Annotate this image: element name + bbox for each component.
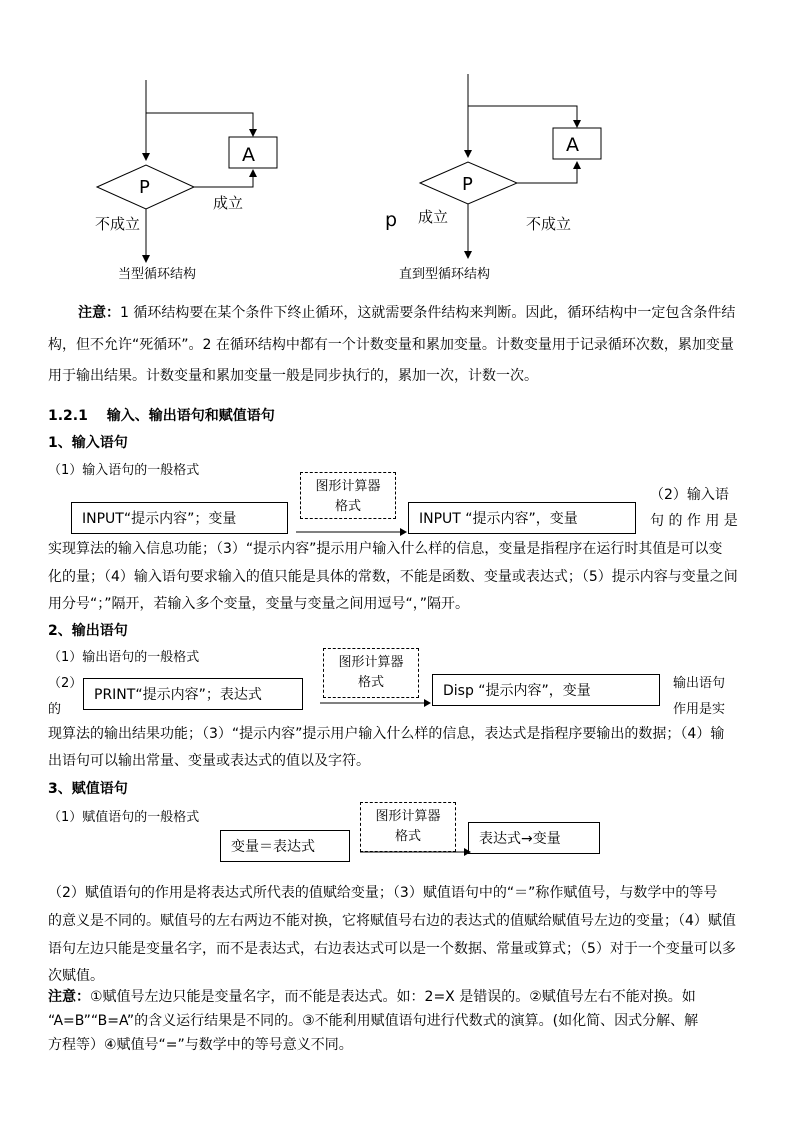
input-calculator-box: INPUT “提示内容”，变量 <box>408 502 636 534</box>
format-label: 格式 <box>394 829 421 844</box>
calculator-format-box <box>300 472 396 519</box>
assign-calculator-box: 表达式→变量 <box>468 822 600 854</box>
calculator-label: 图形计算器 <box>338 655 404 670</box>
note-line: 用于输出结果。计数变量和累加变量一般是同步执行的，累加一次，计数一次。 <box>48 368 538 384</box>
true-branch-label: 成立 <box>213 194 244 212</box>
side-label: p <box>385 209 398 231</box>
input-syntax-box: INPUT“提示内容”；变量 <box>71 502 288 534</box>
assign-line: 次赋值。 <box>48 968 104 984</box>
note-label: 注意： <box>48 989 90 1005</box>
diagram-caption: 当型循环结构 <box>118 267 197 282</box>
output-side-text: 作用是实 <box>673 702 726 717</box>
condition-label: P <box>462 174 473 195</box>
false-branch-label: 不成立 <box>526 215 572 233</box>
while-loop-diagram <box>0 0 330 290</box>
input-side-text: （2）输入语 <box>650 487 729 503</box>
note-line: “A=B”“B=A”的含义运行结果是不同的。③不能利用赋值语句进行代数式的演算。(如化简、因式分解、解 <box>48 1013 699 1029</box>
note-paragraph-1 <box>78 298 735 328</box>
assign-line: 的意义是不同的。赋值号的左右两边不能对换，它将赋值号右边的表达式的值赋给赋值号左边的变量；（4）赋值 <box>48 913 736 929</box>
note-text: 1 循环结构要在某个条件下终止循环，这就需要条件结构来判断。因此，循环结构中一定包含条件结 <box>120 305 736 321</box>
input-heading: 1、输入语句 <box>48 435 128 451</box>
process-box-label: A <box>242 144 255 166</box>
output-format-label: （1）输出语句的一般格式 <box>48 650 200 665</box>
assign-line: 语句左边只能是变量名字，而不是表达式，右边表达式可以是一个数据、常量或算式；（5）对于一个变量可以多 <box>48 941 736 957</box>
output-left-text: 的 <box>48 702 62 717</box>
note-line: 构，但不允许“死循环”。2 在循环结构中都有一个计数变量和累加变量。计数变量用于记录循环次数，累加变量 <box>48 337 734 353</box>
false-branch-label: 不成立 <box>95 215 141 233</box>
calculator-label: 图形计算器 <box>375 809 441 824</box>
output-side-text: 输出语句 <box>673 676 726 691</box>
calculator-format-box <box>360 802 456 852</box>
input-format-label: （1）输入语句的一般格式 <box>48 463 200 478</box>
process-box-label: A <box>566 134 579 156</box>
until-loop-diagram <box>370 0 630 290</box>
calculator-format-box <box>323 648 419 698</box>
output-syntax-box: PRINT“提示内容”；表达式 <box>83 678 303 710</box>
diagram-caption: 直到型循环结构 <box>399 267 491 282</box>
note-text: ①赋值号左边只能是变量名字，而不能是表达式。如：2=X 是错误的。②赋值号左右不能对换。如 <box>90 989 696 1005</box>
output-calculator-box: Disp “提示内容”，变量 <box>432 674 660 706</box>
assign-heading: 3、赋值语句 <box>48 781 128 797</box>
format-label: 格式 <box>334 499 361 514</box>
note-label: 注意： <box>78 305 120 321</box>
condition-label: P <box>139 177 150 198</box>
assign-arrow <box>360 847 472 857</box>
input-line: 实现算法的输入信息功能；（3）“提示内容”提示用户输入什么样的信息，变量是指程序在运行时其值是可以变 <box>48 541 723 557</box>
assign-syntax-box: 变量＝表达式 <box>220 830 350 862</box>
note-line: 方程等）④赋值号“=”与数学中的等号意义不同。 <box>48 1037 353 1053</box>
input-line: 用分号“；”隔开，若输入多个变量，变量与变量之间用逗号“，”隔开。 <box>48 596 470 612</box>
assign-format-label: （1）赋值语句的一般格式 <box>48 810 200 825</box>
section-title: 1.2.1 输入、输出语句和赋值语句 <box>48 408 275 424</box>
output-arrow <box>320 698 432 708</box>
assign-line: （2）赋值语句的作用是将表达式所代表的值赋给变量；（3）赋值语句中的“＝”称作赋值号，与数学中的等号 <box>48 885 718 901</box>
true-branch-label: 成立 <box>418 208 449 226</box>
output-heading: 2、输出语句 <box>48 623 128 639</box>
input-line: 化的量；（4）输入语句要求输入的值只能是具体的常数，不能是函数、变量或表达式；（5）提示内容与变量之间 <box>48 569 738 585</box>
output-line: 出语句可以输出常量、变量或表达式的值以及字符。 <box>48 753 370 769</box>
output-left-text: （2） <box>48 676 83 691</box>
output-line: 现算法的输出结果功能；（3）“提示内容”提示用户输入什么样的信息，表达式是指程序要输出的数据；（4）输 <box>48 726 725 742</box>
input-side-text: 句 的 作 用 是 <box>650 513 738 529</box>
calculator-label: 图形计算器 <box>315 479 381 494</box>
format-label: 格式 <box>357 675 384 690</box>
